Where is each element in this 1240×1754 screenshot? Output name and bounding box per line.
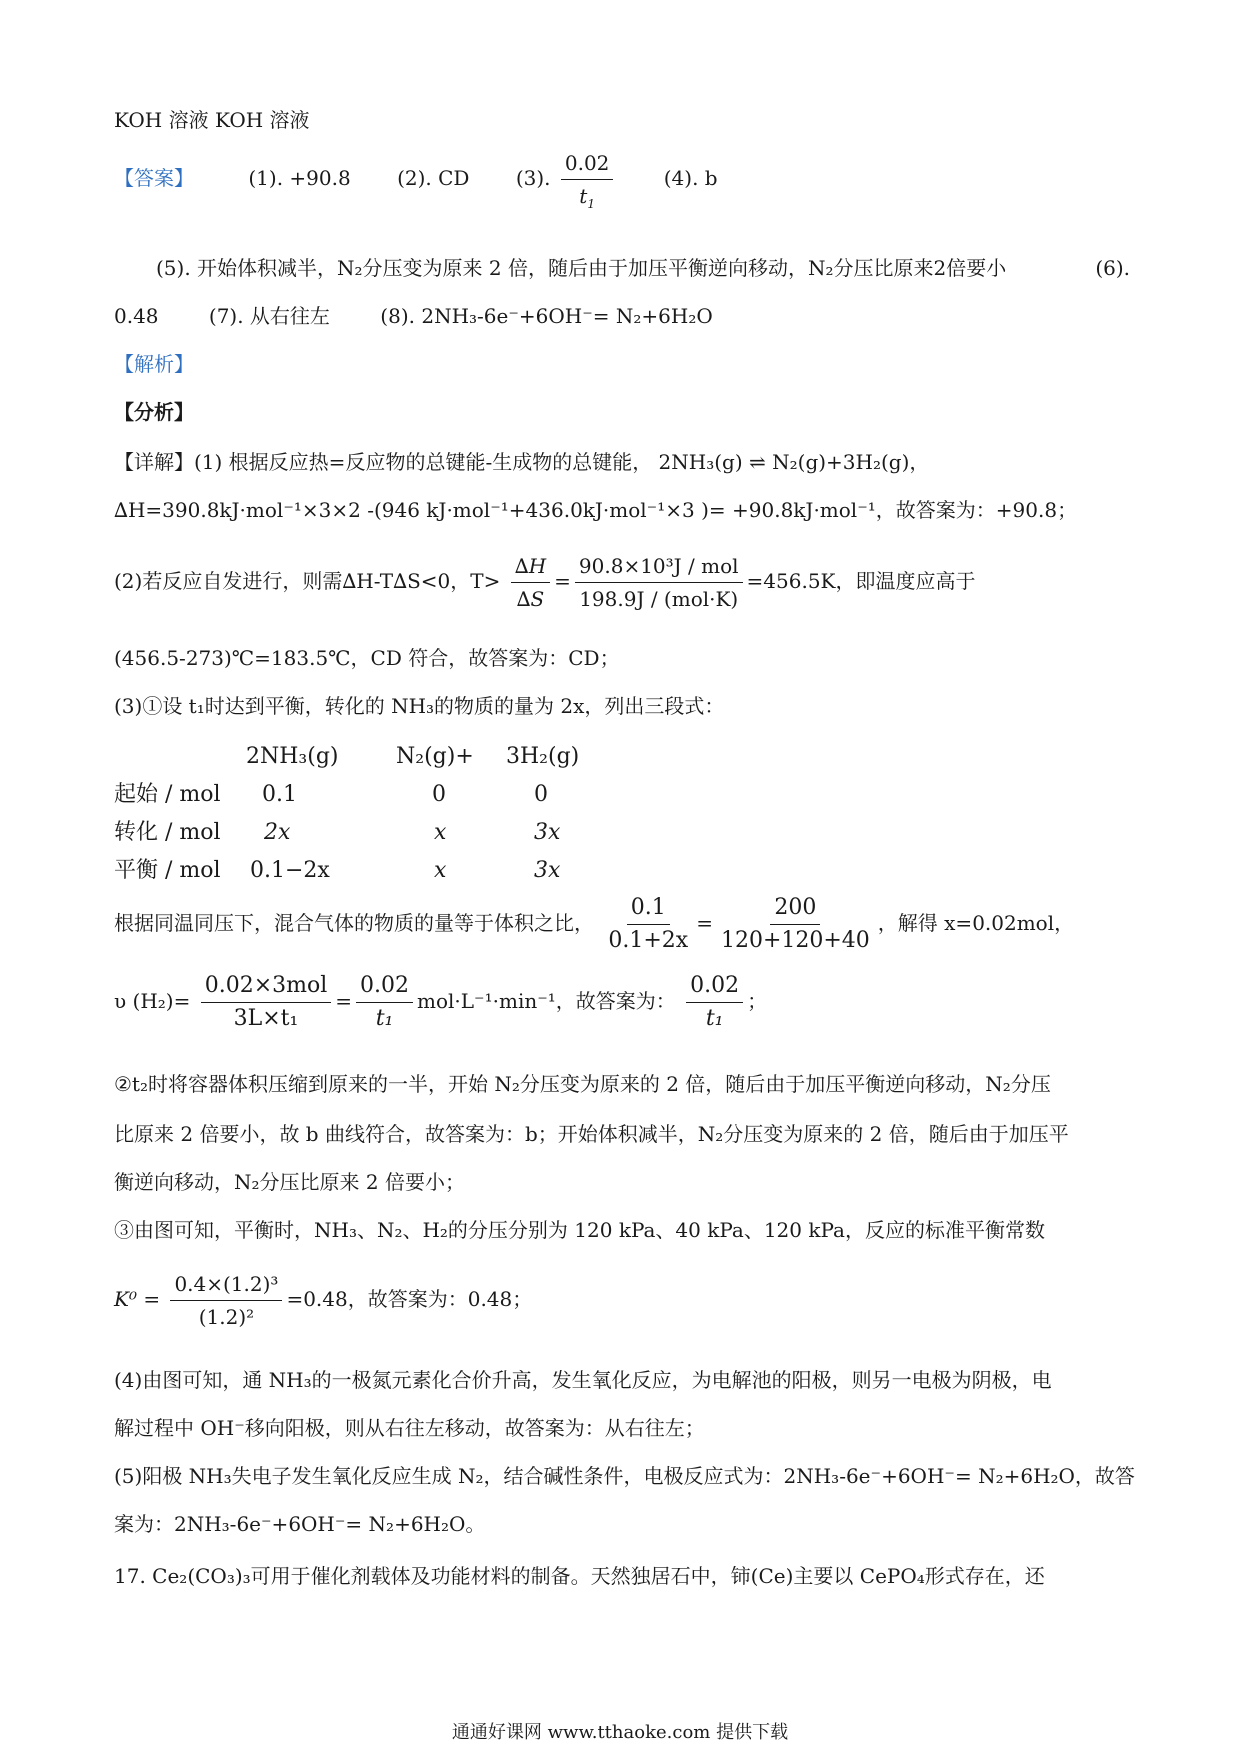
detail-p2-post: =456.5K，即温度应高于 xyxy=(746,569,976,593)
table-cell: 3x xyxy=(534,820,561,845)
table-row-label: 转化 / mol xyxy=(114,820,221,845)
p3-rate-d3: t₁ xyxy=(705,1006,724,1031)
table-cell: x xyxy=(434,820,447,845)
p3-ratio-d2: 120+120+40 xyxy=(720,928,870,953)
p3-ratio-fraction-1 xyxy=(604,895,692,954)
detail-p4-line3: 衡逆向移动，N₂分压比原来 2 倍要小； xyxy=(114,1170,465,1194)
answer-3-numerator: 0.02 xyxy=(561,150,614,180)
p3-rate-end: ； xyxy=(747,989,768,1013)
p2-fraction-1 xyxy=(511,553,550,612)
table-cell: 3x xyxy=(534,858,561,883)
table-cell: 0.1 xyxy=(262,782,297,807)
table-cell: 0 xyxy=(432,782,446,807)
p2-fraction-1-num: ∆H xyxy=(511,553,550,583)
detail-p1-line2: ∆H=390.8kJ·mol⁻¹×3×2 -(946 kJ·mol⁻¹+436.0kJ·mol⁻¹×3 )= +90.8kJ·mol⁻¹，故答案为：+90.8； xyxy=(114,498,1078,522)
answer-1: (1). +90.8 xyxy=(248,166,351,190)
p3-ratio-n1: 0.1 xyxy=(627,895,670,925)
detail-p1-line1: 【详解】(1) 根据反应热=反应物的总键能-生成物的总键能， 2NH₃(g) ⇌ N₂(g)+3H₂(g)， xyxy=(114,450,930,474)
answer-6-value: 0.48 xyxy=(114,304,159,328)
p3-rate-d2: t₁ xyxy=(375,1006,394,1031)
p3-rate-fraction-2 xyxy=(356,973,413,1032)
p5-k-post: =0.48，故答案为：0.48； xyxy=(286,1287,533,1311)
detail-p6-line2: 解过程中 OH⁻移向阳极，则从右往左移动，故答案为：从右往左； xyxy=(114,1416,705,1440)
table-row-label: 起始 / mol xyxy=(114,782,221,807)
p3-rate-d1: 3L×t₁ xyxy=(233,1006,299,1031)
p5-k-pre: K⁰ = xyxy=(114,1287,161,1311)
p5-k-den: (1.2)² xyxy=(198,1305,255,1329)
table-cell: 0 xyxy=(534,782,548,807)
answer-8: (8). 2NH₃-6e⁻+6OH⁻= N₂+6H₂O xyxy=(380,304,713,328)
answer-4: (4). b xyxy=(663,166,718,190)
answer-7: (7). 从右往左 xyxy=(208,304,330,328)
answer-3-label: (3). xyxy=(515,166,551,190)
analysis-tag: 【解析】 xyxy=(114,352,194,376)
p5-k-num: 0.4×(1.2)³ xyxy=(170,1271,282,1301)
detail-p2-line2: (456.5-273)℃=183.5℃，CD 符合，故答案为：CD； xyxy=(114,646,620,670)
detail-p7-line2: 案为：2NH₃-6e⁻+6OH⁻= N₂+6H₂O。 xyxy=(114,1512,486,1536)
answer-3-denominator: t xyxy=(579,184,588,208)
p5-k-fraction xyxy=(170,1271,282,1330)
answer-3-denominator-sub: 1 xyxy=(587,197,595,211)
question-17: 17. Ce₂(CO₃)₃可用于催化剂载体及功能材料的制备。天然独居石中，铈(Ce)主要以 CePO₄形式存在，还 xyxy=(114,1564,1045,1588)
three-stage-table xyxy=(114,738,674,890)
p2-fraction-2-den: 198.9J / (mol·K) xyxy=(579,587,739,611)
p3-ratio-d1: 0.1+2x xyxy=(608,928,689,953)
detail-p6-line1: (4)由图可知，通 NH₃的一极氮元素化合价升高，发生氧化反应，为电解池的阳极，则另一电极为阴极，电 xyxy=(114,1368,1052,1392)
p3-ratio-pre: 根据同温同压下，混合气体的物质的量等于体积之比， xyxy=(114,911,594,935)
table-header-n2: N₂(g)+ xyxy=(396,744,474,769)
p3-rate-fraction-1 xyxy=(201,973,332,1032)
p3-rate-n1: 0.02×3mol xyxy=(201,973,332,1003)
p3-rate-n3: 0.02 xyxy=(686,973,743,1003)
detail-p3-intro: (3)①设 t₁时达到平衡，转化的 NH₃的物质的量为 2x，列出三段式： xyxy=(114,694,725,718)
p3-ratio-fraction-2 xyxy=(717,895,874,954)
answer-tag: 【答案】 xyxy=(114,166,194,190)
detail-p5-line1: ③由图可知，平衡时，NH₃、N₂、H₂的分压分别为 120 kPa、40 kPa、120 kPa，反应的标准平衡常数 xyxy=(114,1218,1045,1242)
fenxi-tag: 【分析】 xyxy=(114,400,194,424)
answer-3-fraction xyxy=(561,150,614,209)
p3-ratio-n2: 200 xyxy=(770,895,820,925)
table-header-row xyxy=(114,738,674,776)
detail-p4-line2: 比原来 2 倍要小，故 b 曲线符合，故答案为：b；开始体积减半，N₂分压变为原来的 2 倍，随后由于加压平 xyxy=(114,1122,1069,1146)
table-cell: 0.1−2x xyxy=(250,858,330,883)
detail-p2-pre: (2)若反应自发进行，则需∆H-T∆S<0，T> xyxy=(114,569,501,593)
table-row-label: 平衡 / mol xyxy=(114,858,221,883)
table-row xyxy=(114,814,674,852)
p2-fraction-2 xyxy=(575,553,743,612)
p2-fraction-2-num: 90.8×10³J / mol xyxy=(575,553,743,583)
detail-p4-line1: ②t₂时将容器体积压缩到原来的一半，开始 N₂分压变为原来的 2 倍，随后由于加压平衡逆向移动，N₂分压 xyxy=(114,1072,1051,1096)
table-row xyxy=(114,852,674,890)
table-header-nh3: 2NH₃(g) xyxy=(246,744,339,769)
p2-fraction-1-den: ∆S xyxy=(516,587,545,611)
table-row xyxy=(114,776,674,814)
answer-line-1 xyxy=(114,150,1130,210)
answer-6-label: (6). xyxy=(1095,256,1130,280)
table-header-h2: 3H₂(g) xyxy=(506,744,580,769)
answer-5: (5). 开始体积减半，N₂分压变为原来 2 倍，随后由于加压平衡逆向移动，N₂分压比原来2倍要小 xyxy=(156,256,1007,280)
p3-rate-pre: υ (H₂)= xyxy=(114,989,191,1013)
table-cell: 2x xyxy=(264,820,291,845)
top-line: KOH 溶液 KOH 溶液 xyxy=(114,108,310,132)
page-footer: 通通好课网 www.tthaoke.com 提供下载 xyxy=(451,1722,789,1743)
table-cell: x xyxy=(434,858,447,883)
p3-rate-n2: 0.02 xyxy=(356,973,413,1003)
p3-rate-post: mol·L⁻¹·min⁻¹，故答案为： xyxy=(417,989,676,1013)
answer-2: (2). CD xyxy=(397,166,470,190)
detail-p7-line1: (5)阳极 NH₃失电子发生氧化反应生成 N₂，结合碱性条件，电极反应式为：2NH₃-6e⁻+6OH⁻= N₂+6H₂O，故答 xyxy=(114,1464,1135,1488)
p3-rate-fraction-3 xyxy=(686,973,743,1032)
p3-ratio-post: ，解得 x=0.02mol， xyxy=(877,911,1075,935)
